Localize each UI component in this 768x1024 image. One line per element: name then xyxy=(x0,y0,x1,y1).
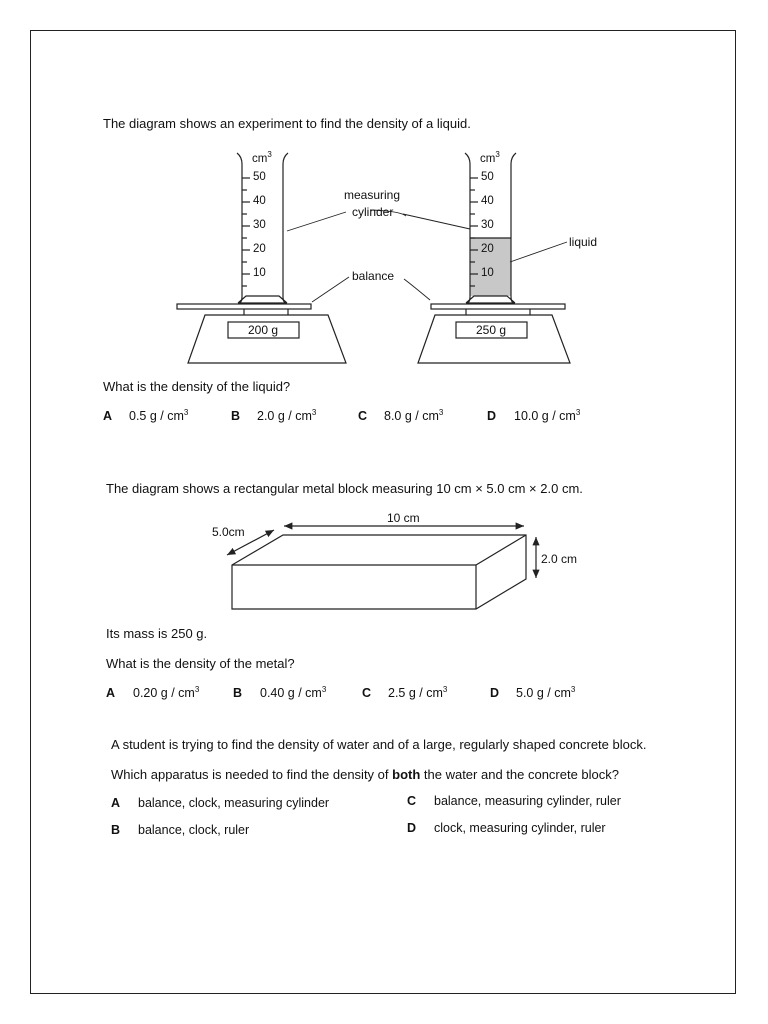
dim-depth: 5.0cm xyxy=(212,525,245,539)
q3-option-c[interactable]: C balance, measuring cylinder, ruler xyxy=(407,794,621,808)
q2-option-c[interactable]: C 2.5 g / $cm^3$ xyxy=(362,685,448,701)
left-scale-20: 20 xyxy=(253,243,266,255)
q1-option-c[interactable]: C 8.0 g / $cm^3$ xyxy=(358,408,444,424)
q3-option-b[interactable]: B balance, clock, ruler xyxy=(111,823,250,837)
left-scale-50: 50 xyxy=(253,171,266,183)
label-measuring: measuring xyxy=(344,188,401,202)
left-scale-10: 10 xyxy=(253,267,266,279)
q2-question: What is the density of the metal? xyxy=(106,656,295,671)
right-scale-20: 20 xyxy=(481,243,494,255)
dim-height: 2.0 cm xyxy=(541,552,578,566)
right-scale-10: 10 xyxy=(481,267,494,279)
right-unit-label: $cm^3$ xyxy=(480,150,500,165)
dim-length: 10 cm xyxy=(387,511,420,525)
q1-option-a[interactable]: A 0.5 g / $cm^3$ xyxy=(103,408,189,424)
q1-stem: The diagram shows an experiment to find the density of a liquid. xyxy=(103,116,471,131)
label-balance: balance xyxy=(352,269,395,283)
right-scale-30: 30 xyxy=(481,219,494,231)
q1-option-d[interactable]: D 10.0 g / $cm^3$ xyxy=(487,408,581,424)
q2-option-a[interactable]: A 0.20 g / $cm^3$ xyxy=(106,685,200,701)
left-balance-reading: 200 g xyxy=(248,323,279,337)
label-cylinder: cylinder xyxy=(352,205,394,219)
q2-stem: The diagram shows a rectangular metal block measuring 10 cm × 5.0 cm × 2.0 cm. xyxy=(106,481,583,496)
q1-question: What is the density of the liquid? xyxy=(103,379,291,394)
left-scale-40: 40 xyxy=(253,195,266,207)
q3-question: Which apparatus is needed to find the density of both the water and the concrete block? xyxy=(111,767,620,782)
metal-block xyxy=(232,535,526,609)
right-scale-40: 40 xyxy=(481,195,494,207)
q3-stem: A student is trying to find the density of water and of a large, regularly shaped concrete block. xyxy=(111,737,647,752)
right-balance-reading: 250 g xyxy=(476,323,507,337)
left-unit-label: $cm^3$ xyxy=(252,150,272,165)
left-scale-30: 30 xyxy=(253,219,266,231)
right-scale-50: 50 xyxy=(481,171,494,183)
q3-option-a[interactable]: A balance, clock, measuring cylinder xyxy=(111,796,330,810)
q3-option-d[interactable]: D clock, measuring cylinder, ruler xyxy=(407,821,606,835)
q2-mass: Its mass is 250 g. xyxy=(106,626,208,641)
q2-option-d[interactable]: D 5.0 g / $cm^3$ xyxy=(490,685,576,701)
label-liquid: liquid xyxy=(569,235,598,249)
q1-option-b[interactable]: B 2.0 g / $cm^3$ xyxy=(231,408,317,424)
q2-option-b[interactable]: B 0.40 g / $cm^3$ xyxy=(233,685,327,701)
